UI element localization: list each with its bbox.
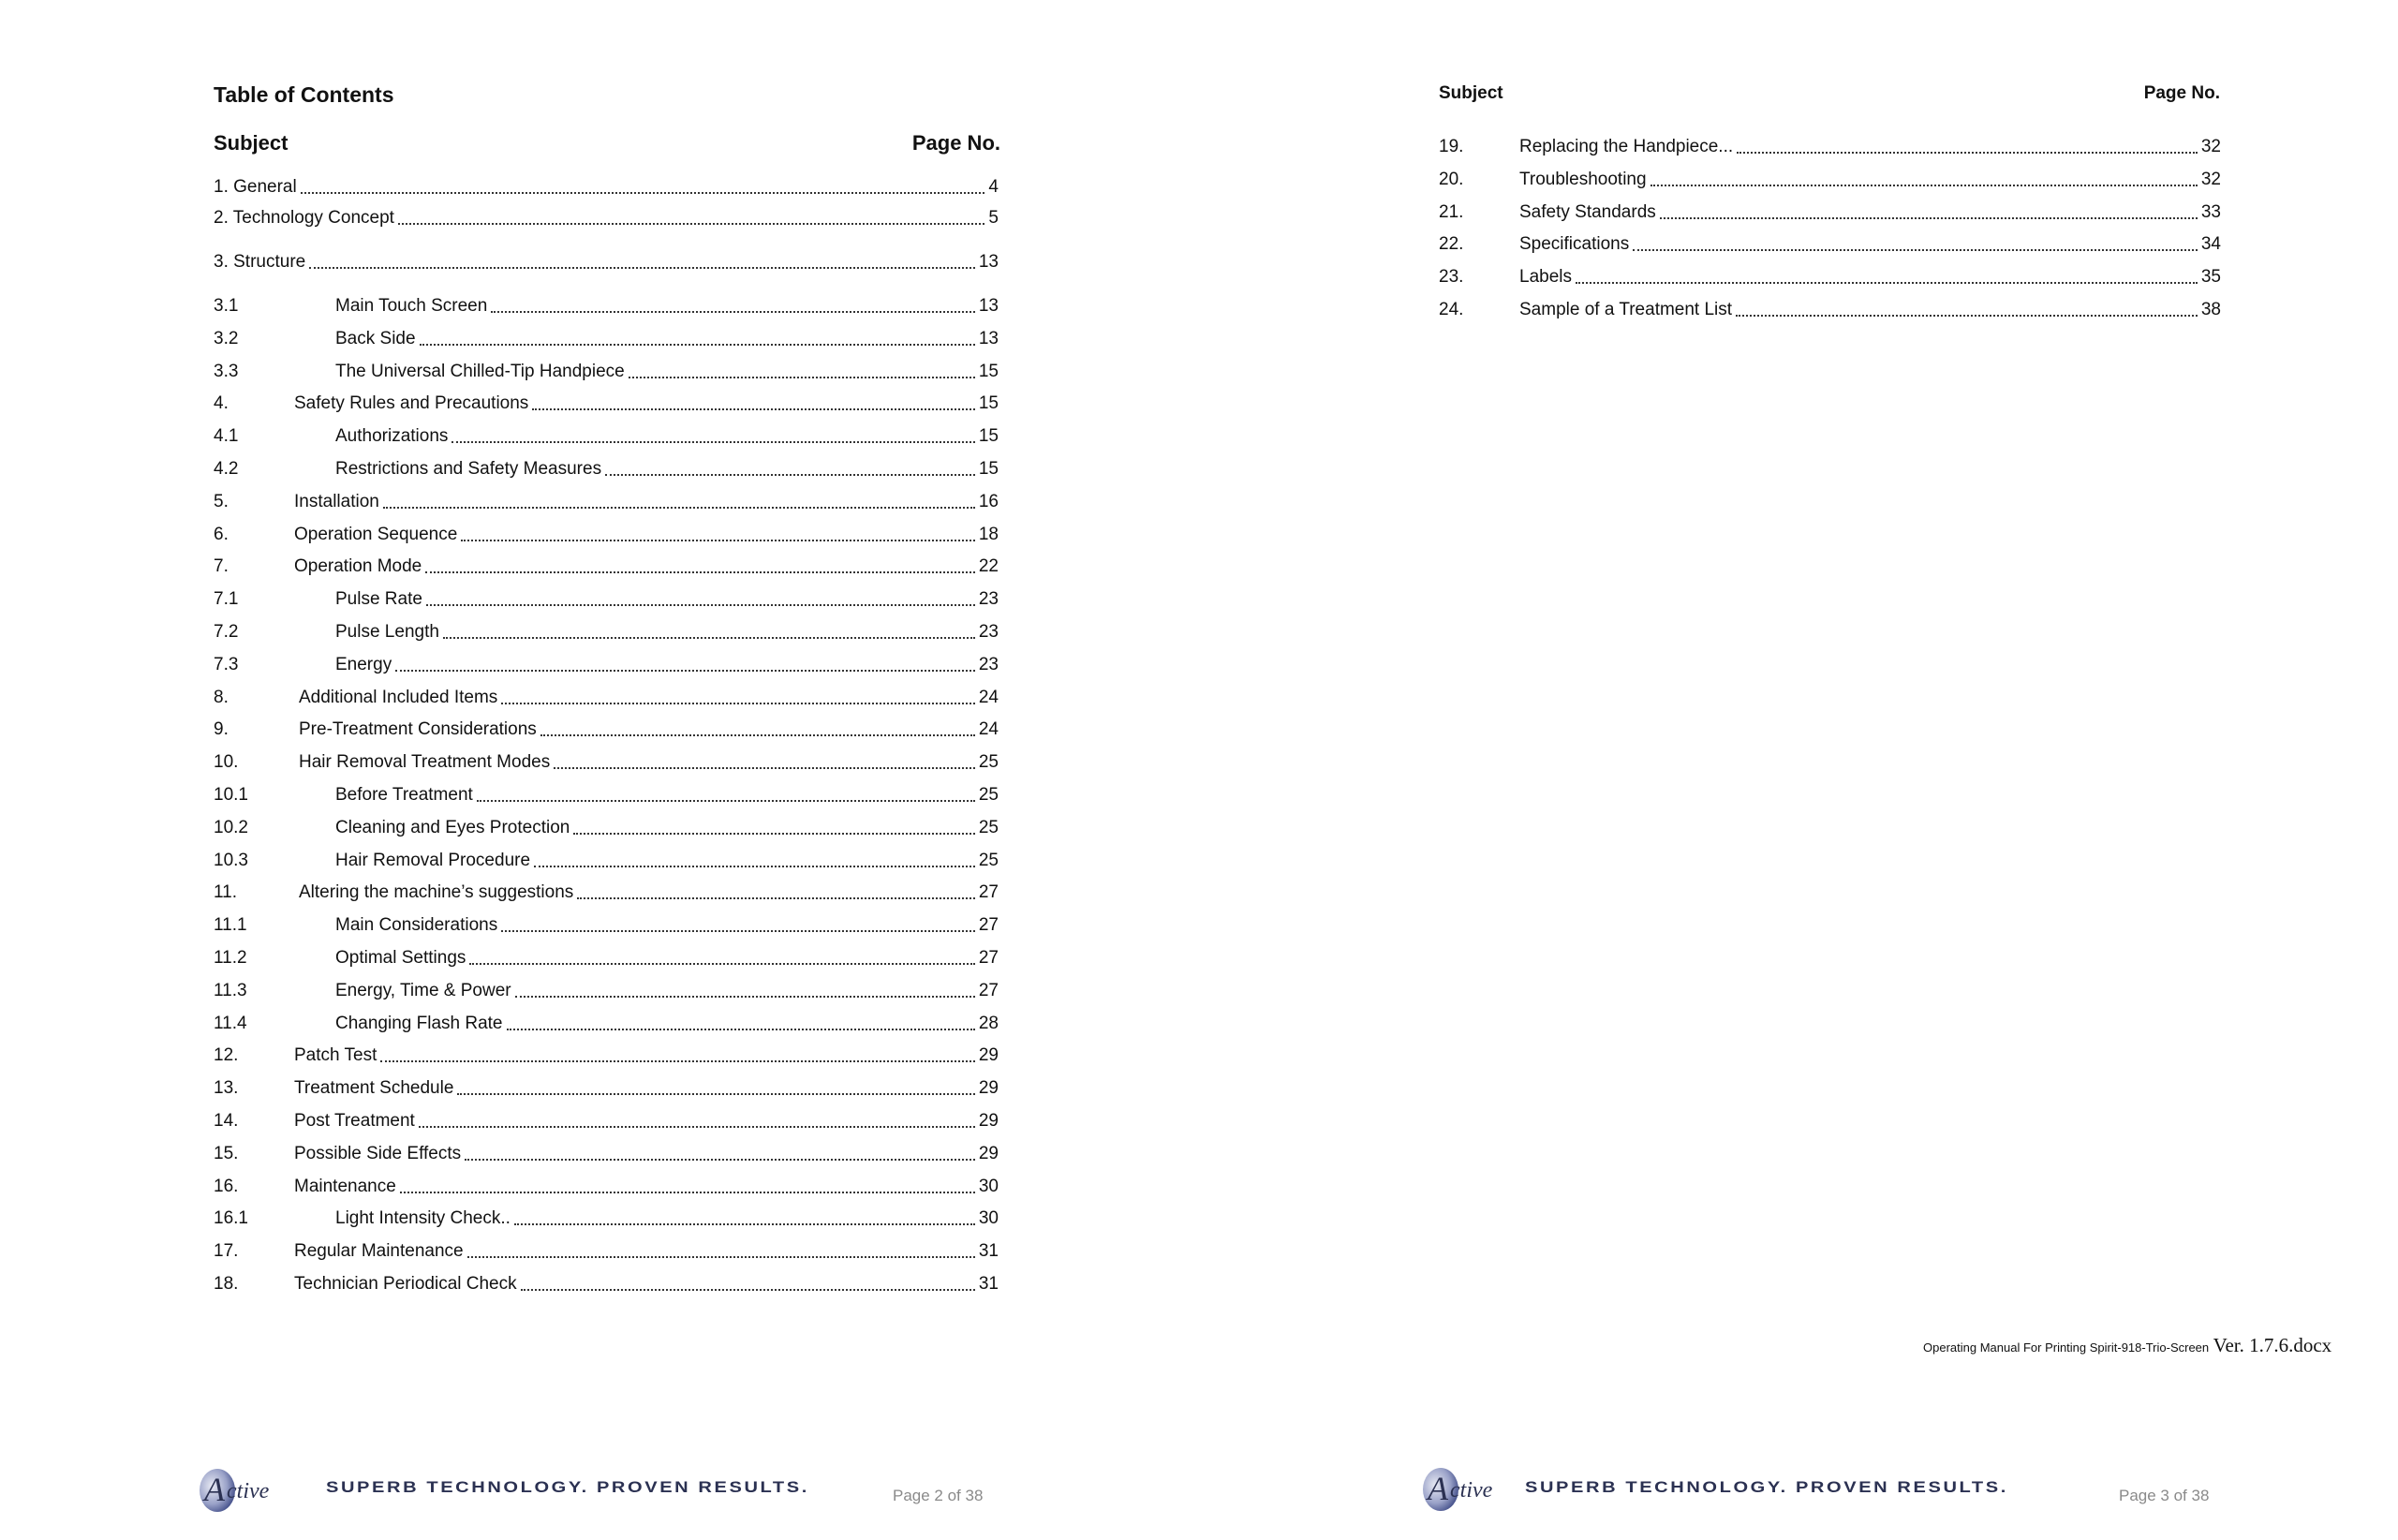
toc-entry-page: 22 — [975, 556, 999, 577]
toc-entry-label: Restrictions and Safety Measures — [335, 459, 605, 480]
toc-entry[interactable] — [214, 392, 999, 414]
toc-entry-page: 32 — [2198, 137, 2221, 157]
dot-leader — [532, 408, 975, 410]
dot-leader — [419, 1126, 975, 1128]
toc-entry[interactable] — [214, 1076, 999, 1099]
toc-entry-page: 30 — [975, 1208, 999, 1229]
dot-leader — [629, 377, 975, 378]
toc-entry-label: Cleaning and Eyes Protection — [335, 818, 573, 838]
toc-entry-number: 5. — [214, 492, 232, 512]
toc-entry-number: 7.1 — [214, 589, 242, 610]
toc-entry-page: 35 — [2198, 267, 2221, 288]
toc-entry[interactable] — [214, 653, 999, 675]
dot-leader — [309, 267, 975, 269]
dot-leader — [426, 604, 975, 606]
toc-entry-number: 16. — [214, 1177, 242, 1197]
toc-entry[interactable] — [1439, 200, 2221, 223]
toc-entry-number: 4. — [214, 393, 232, 414]
dot-leader — [451, 441, 975, 443]
dot-leader — [521, 1289, 975, 1291]
toc-entry-page: 23 — [975, 622, 999, 643]
toc-entry-page: 32 — [2198, 170, 2221, 190]
toc-entry[interactable] — [1439, 232, 2221, 255]
toc-entry-number: 24. — [1439, 300, 1467, 320]
toc-entry-label: Specifications — [1519, 234, 1633, 255]
toc-entry-label: Replacing the Handpiece... — [1519, 137, 1737, 157]
toc-entry-number: 10. — [214, 752, 242, 773]
dot-leader — [605, 474, 975, 476]
toc-entry-number: 11.2 — [214, 948, 251, 969]
toc-entry-number: 6. — [214, 525, 232, 545]
toc-entry[interactable] — [1439, 168, 2221, 190]
toc-entry[interactable] — [214, 1109, 999, 1132]
toc-entry[interactable] — [214, 206, 999, 229]
toc-entry-page: 18 — [975, 525, 999, 545]
toc-entry-page: 23 — [975, 655, 999, 675]
toc-title: Table of Contents — [214, 82, 394, 107]
toc-entry-number: 12. — [214, 1045, 242, 1066]
toc-entry-label: Main Considerations — [335, 915, 501, 936]
toc-entry-number: 10.2 — [214, 818, 252, 838]
toc-entry-label: Altering the machine’s suggestions — [299, 882, 577, 903]
toc-entry-page: 29 — [975, 1111, 999, 1132]
toc-entry-label: Treatment Schedule — [294, 1078, 457, 1099]
dot-leader — [457, 1093, 975, 1095]
toc-entry-number: 21. — [1439, 202, 1467, 223]
dot-leader — [420, 344, 975, 346]
page-no-header: Page No. — [911, 131, 1000, 155]
footer-left — [199, 1467, 279, 1518]
toc-entry-page: 27 — [975, 981, 999, 1001]
toc-entry-page: 15 — [975, 459, 999, 480]
toc-entry-page: 24 — [975, 719, 999, 740]
dot-leader — [514, 1223, 975, 1225]
toc-entry-page: 24 — [975, 688, 999, 708]
toc-entry-page: 23 — [975, 589, 999, 610]
dot-leader — [507, 1029, 975, 1030]
toc-entry[interactable] — [214, 327, 999, 349]
toc-entry-number: 2. Technology Concept — [214, 208, 398, 229]
dot-leader — [1576, 282, 2198, 284]
dot-leader — [398, 223, 984, 225]
toc-entry[interactable] — [214, 175, 999, 198]
toc-entry-page: 25 — [975, 818, 999, 838]
active-logo — [1422, 1466, 1502, 1513]
dot-leader — [383, 507, 975, 509]
toc-entry-label: Operation Mode — [294, 556, 425, 577]
toc-entry-label: Energy, Time & Power — [335, 981, 515, 1001]
toc-entry-label: Safety Standards — [1519, 202, 1660, 223]
toc-entry[interactable] — [1439, 135, 2221, 157]
svg-text:A: A — [204, 1471, 225, 1508]
toc-entry-label: The Universal Chilled-Tip Handpiece — [335, 362, 629, 382]
toc-entry[interactable] — [214, 620, 999, 643]
toc-entry-label: Post Treatment — [294, 1111, 419, 1132]
toc-entry-number: 3. Structure — [214, 252, 309, 273]
page-number: Page 2 of 38 — [893, 1487, 984, 1504]
toc-entry-label: Changing Flash Rate — [335, 1014, 507, 1034]
toc-entry-page: 13 — [975, 252, 999, 273]
toc-entry-number: 11. — [214, 882, 241, 903]
toc-entry-number: 20. — [1439, 170, 1467, 190]
toc-entry[interactable] — [214, 587, 999, 610]
toc-entry-number: 14. — [214, 1111, 242, 1132]
toc-entry[interactable] — [214, 849, 999, 871]
subject-header: Subject — [214, 131, 289, 155]
toc-entry[interactable] — [214, 1142, 999, 1164]
dot-leader — [1633, 249, 2198, 251]
toc-entry-number: 3.2 — [214, 329, 242, 349]
toc-entry[interactable] — [1439, 265, 2221, 288]
dot-leader — [465, 1159, 975, 1161]
dot-leader — [395, 670, 975, 672]
toc-entry-number: 7.3 — [214, 655, 242, 675]
dot-leader — [540, 734, 975, 736]
toc-entry-label: Safety Rules and Precautions — [294, 393, 532, 414]
toc-entry[interactable] — [214, 816, 999, 838]
toc-entry-page: 15 — [975, 362, 999, 382]
toc-entry[interactable] — [214, 718, 999, 740]
footer-tagline: SUPERB TECHNOLOGY. PROVEN RESULTS. — [326, 1478, 809, 1496]
page-number: Page 3 of 38 — [2119, 1487, 2210, 1504]
toc-entry[interactable] — [214, 523, 999, 545]
dot-leader — [501, 930, 975, 932]
toc-entry[interactable] — [214, 424, 999, 447]
toc-entry-number: 10.3 — [214, 851, 252, 871]
toc-entry[interactable] — [214, 294, 999, 317]
toc-entry-label: Installation — [294, 492, 383, 512]
toc-entry-page: 13 — [975, 296, 999, 317]
toc-entry-page: 29 — [975, 1045, 999, 1066]
document-version: Ver. 1.7.6.docx — [2213, 1334, 2332, 1356]
toc-entry-label: Hair Removal Procedure — [335, 851, 534, 871]
toc-entry-number: 8. — [214, 688, 232, 708]
dot-leader — [1650, 185, 2198, 186]
subject-header: Subject — [1439, 83, 1503, 103]
toc-entry-label: Light Intensity Check.. — [335, 1208, 514, 1229]
dot-leader — [577, 897, 975, 899]
toc-entry-label: Pulse Length — [335, 622, 443, 643]
toc-entry-label: Additional Included Items — [299, 688, 501, 708]
toc-entry[interactable] — [214, 457, 999, 480]
dot-leader — [380, 1060, 975, 1062]
toc-entry-page: 34 — [2198, 234, 2221, 255]
toc-entry-number: 1. General — [214, 177, 301, 198]
toc-entry-label: Back Side — [335, 329, 420, 349]
toc-entry-page: 38 — [2198, 300, 2221, 320]
toc-entry-page: 27 — [975, 915, 999, 936]
toc-entry-page: 31 — [975, 1241, 999, 1262]
toc-entry-number: 11.4 — [214, 1014, 251, 1034]
toc-entry-label: Patch Test — [294, 1045, 380, 1066]
toc-entry-label: Before Treatment — [335, 785, 477, 806]
dot-leader — [469, 963, 975, 965]
footer-tagline: SUPERB TECHNOLOGY. PROVEN RESULTS. — [1525, 1478, 2008, 1496]
toc-entry-label: Troubleshooting — [1519, 170, 1650, 190]
toc-entry-number: 11.1 — [214, 915, 251, 936]
dot-leader — [501, 703, 975, 704]
toc-entry-number: 7. — [214, 556, 232, 577]
toc-entry-label: Possible Side Effects — [294, 1144, 465, 1164]
toc-entry-page: 30 — [975, 1177, 999, 1197]
toc-entry[interactable] — [214, 979, 999, 1001]
toc-entry[interactable] — [214, 750, 999, 773]
toc-entry-label: Maintenance — [294, 1177, 400, 1197]
toc-entry-number: 13. — [214, 1078, 242, 1099]
toc-entry-number: 22. — [1439, 234, 1467, 255]
toc-entry-label: Authorizations — [335, 426, 451, 447]
dot-leader — [554, 767, 975, 769]
toc-entry-page: 25 — [975, 752, 999, 773]
toc-entry-label: Hair Removal Treatment Modes — [299, 752, 554, 773]
dot-leader — [573, 833, 975, 835]
dot-leader — [425, 571, 975, 573]
toc-entry-label: Optimal Settings — [335, 948, 469, 969]
toc-entry-page: 16 — [975, 492, 999, 512]
toc-entry-page: 13 — [975, 329, 999, 349]
toc-entry-page: 25 — [975, 785, 999, 806]
toc-entry-number: 18. — [214, 1274, 242, 1295]
dot-leader — [534, 866, 975, 867]
toc-entry-number: 17. — [214, 1241, 242, 1262]
toc-entry[interactable] — [214, 1012, 999, 1034]
toc-entry-number: 4.1 — [214, 426, 242, 447]
toc-entry-page: 29 — [975, 1078, 999, 1099]
toc-entry[interactable] — [214, 360, 999, 382]
dot-leader — [443, 637, 975, 639]
toc-entry-page: 15 — [975, 426, 999, 447]
toc-entry-number: 23. — [1439, 267, 1467, 288]
dot-leader — [491, 311, 975, 313]
toc-entry-label: Sample of a Treatment List — [1519, 300, 1736, 320]
toc-entry-page: 33 — [2198, 202, 2221, 223]
toc-entry-label: Pre-Treatment Considerations — [299, 719, 540, 740]
toc-entry-label: Regular Maintenance — [294, 1241, 467, 1262]
toc-entry-label: Main Touch Screen — [335, 296, 491, 317]
toc-entry-label: Operation Sequence — [294, 525, 461, 545]
dot-leader — [477, 800, 975, 802]
toc-entry[interactable] — [214, 1044, 999, 1066]
dot-leader — [1660, 217, 2198, 219]
toc-entry-number: 11.3 — [214, 981, 251, 1001]
toc-entry-label: Technician Periodical Check — [294, 1274, 521, 1295]
dot-leader — [400, 1192, 975, 1193]
toc-entry[interactable] — [214, 881, 999, 903]
toc-entry-page: 31 — [975, 1274, 999, 1295]
toc-entry[interactable] — [214, 913, 999, 936]
dot-leader — [467, 1256, 975, 1258]
toc-entry-page: 27 — [975, 882, 999, 903]
dot-leader — [1736, 315, 2198, 317]
dot-leader — [301, 192, 984, 194]
page-no-header: Page No. — [2143, 83, 2220, 103]
svg-text:A: A — [1428, 1470, 1448, 1507]
toc-entry-number: 3.1 — [214, 296, 242, 317]
toc-entry-number: 9. — [214, 719, 232, 740]
document-name-prefix: Operating Manual For Printing Spirit-918-Trio-Screen — [1923, 1340, 2210, 1355]
document-name — [1923, 1334, 2331, 1357]
toc-entry[interactable] — [214, 490, 999, 512]
toc-entry-page: 27 — [975, 948, 999, 969]
toc-entry-number: 15. — [214, 1144, 242, 1164]
toc-entry-label: Pulse Rate — [335, 589, 426, 610]
svg-text:ctive: ctive — [227, 1479, 270, 1503]
toc-entry-number: 16.1 — [214, 1208, 252, 1229]
toc-entry[interactable] — [1439, 298, 2221, 320]
toc-entry[interactable] — [214, 1207, 999, 1229]
toc-entry[interactable] — [214, 1175, 999, 1197]
toc-entry-label: Energy — [335, 655, 395, 675]
toc-entry-page: 5 — [984, 208, 999, 229]
toc-entry[interactable] — [214, 783, 999, 806]
toc-entry-label: Labels — [1519, 267, 1576, 288]
toc-entry-page: 28 — [975, 1014, 999, 1034]
toc-entry[interactable] — [214, 250, 999, 273]
dot-leader — [515, 996, 975, 998]
toc-entry[interactable] — [214, 555, 999, 577]
toc-entry[interactable] — [214, 686, 999, 708]
toc-entry-number: 7.2 — [214, 622, 242, 643]
toc-entry-page: 4 — [984, 177, 999, 198]
dot-leader — [1737, 152, 2198, 154]
toc-entry-number: 3.3 — [214, 362, 242, 382]
toc-entry-page: 29 — [975, 1144, 999, 1164]
toc-entry[interactable] — [214, 1272, 999, 1295]
svg-text:ctive: ctive — [1450, 1478, 1493, 1503]
toc-entry[interactable] — [214, 946, 999, 969]
toc-entry-number: 19. — [1439, 137, 1467, 157]
toc-entry-number: 10.1 — [214, 785, 252, 806]
toc-entry-page: 25 — [975, 851, 999, 871]
toc-entry[interactable] — [214, 1239, 999, 1262]
active-logo — [199, 1467, 279, 1514]
toc-entry-page: 15 — [975, 393, 999, 414]
dot-leader — [461, 540, 975, 541]
toc-entry-number: 4.2 — [214, 459, 242, 480]
footer-right — [1422, 1466, 1502, 1518]
